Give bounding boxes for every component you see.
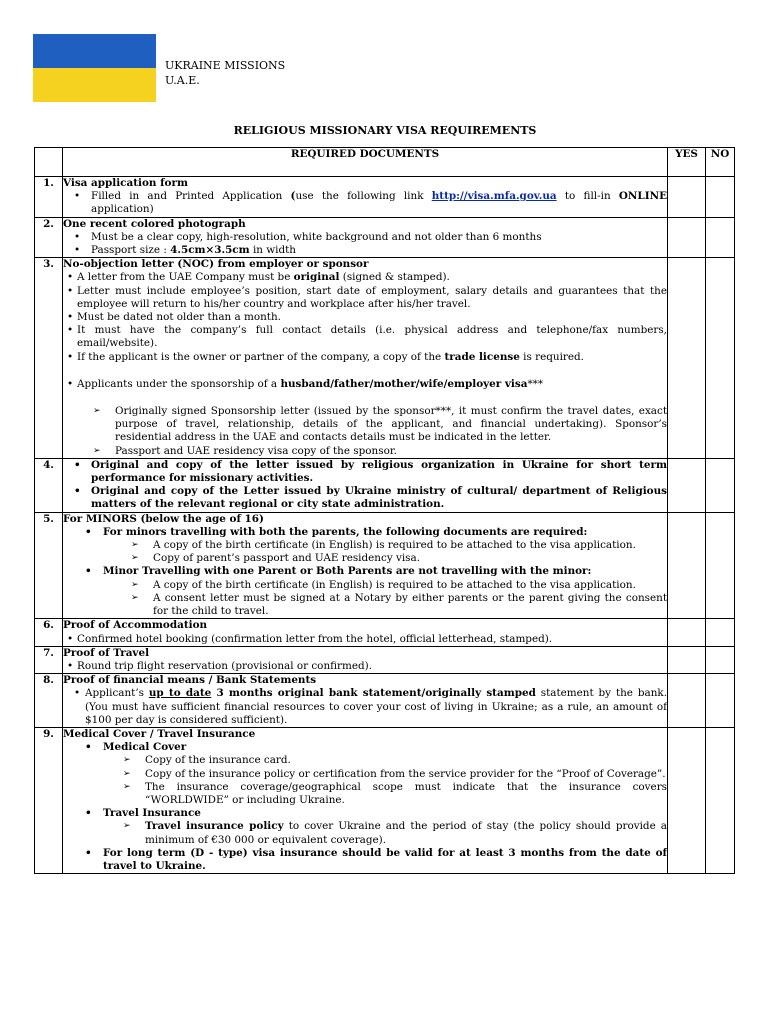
row-description [63, 646, 668, 673]
row-number: 8. [35, 674, 63, 728]
header-yes: YES [668, 148, 706, 177]
header-required-documents: REQUIRED DOCUMENTS [63, 148, 668, 177]
table-row [35, 458, 735, 512]
list-item: • Must be dated not older than a month. [63, 311, 667, 324]
list-item: • Applicant’s up to date 3 months original bank statement/originally stamped statement by the bank. (You must have sufficient financial resources to cover your cost of living in Ukraine; as a rule, an amount of $100 per day is considered sufficient). [63, 687, 667, 727]
org-block [165, 58, 285, 88]
table-row [35, 619, 735, 646]
arrow-item: ➢ A consent letter must be signed at a Notary by either parents or the parent giving the consent for the child to travel. [63, 592, 667, 618]
table-row [35, 727, 735, 873]
row-title: One recent colored photograph [63, 217, 246, 230]
list-item: • Must be a clear copy, high-resolution, white background and not older than 6 months [63, 231, 667, 244]
arrow-item: ➢ Copy of the insurance card. [63, 754, 667, 767]
table-row [35, 177, 735, 218]
table-row [35, 646, 735, 673]
list-item: • A letter from the UAE Company must be original (signed & stamped). [63, 271, 667, 284]
row-number: 4. [35, 458, 63, 512]
row-number: 7. [35, 646, 63, 673]
no-checkbox-cell[interactable] [706, 458, 735, 512]
yes-checkbox-cell[interactable] [668, 217, 706, 258]
list-item: • Applicants under the sponsorship of a husband/father/mother/wife/employer visa*** [63, 378, 667, 391]
no-checkbox-cell[interactable] [706, 727, 735, 873]
arrow-item: ➢ A copy of the birth certificate (in English) is required to be attached to the visa application. [63, 539, 667, 552]
list-item: • Round trip flight reservation (provisional or confirmed). [63, 660, 667, 673]
no-checkbox-cell[interactable] [706, 512, 735, 619]
flag-blue-stripe [33, 34, 156, 68]
row-description [63, 217, 668, 258]
row-title: No-objection letter (NOC) from employer or sponsor [63, 258, 369, 271]
list-item: • For long term (D - type) visa insurance should be valid for at least 3 months from the date of travel to Ukraine. [63, 847, 667, 873]
flag-yellow-stripe [33, 68, 156, 102]
row-description [63, 258, 668, 459]
arrow-item: ➢ The insurance coverage/geographical scope must indicate that the insurance covers “WORLDWIDE” or including Ukraine. [63, 781, 667, 807]
yes-checkbox-cell[interactable] [668, 258, 706, 459]
yes-checkbox-cell[interactable] [668, 619, 706, 646]
no-checkbox-cell[interactable] [706, 258, 735, 459]
row-number: 5. [35, 512, 63, 619]
header-no: NO [706, 148, 735, 177]
requirements-table [34, 147, 735, 874]
row-description [63, 727, 668, 873]
no-checkbox-cell[interactable] [706, 217, 735, 258]
arrow-item: ➢ Copy of parent’s passport and UAE residency visa. [63, 552, 667, 565]
list-item: • If the applicant is the owner or partner of the company, a copy of the trade license is required. [63, 351, 667, 364]
row-title: Proof of Accommodation [63, 619, 208, 632]
table-row [35, 512, 735, 619]
list-item: • Letter must include employee’s position, start date of employment, salary details and guarantees that the employee will return to his/her country and workplace after his/her travel. [63, 285, 667, 311]
document-title: RELIGIOUS MISSIONARY VISA REQUIREMENTS [233, 124, 537, 137]
row-description [63, 619, 668, 646]
row-title: Visa application form [63, 177, 188, 189]
arrow-item: ➢ Copy of the insurance policy or certification from the service provider for the “Proof of Coverage”. [63, 768, 667, 781]
arrow-item: ➢ Passport and UAE residency visa copy of the sponsor. [63, 445, 667, 458]
row-number: 2. [35, 217, 63, 258]
row-title: For MINORS (below the age of 16) [63, 512, 264, 525]
table-row [35, 674, 735, 728]
list-item: • For minors travelling with both the parents, the following documents are required: [63, 526, 667, 539]
row-title: Proof of Travel [63, 646, 150, 659]
yes-checkbox-cell[interactable] [668, 674, 706, 728]
org-line1: UKRAINE MISSIONS [165, 59, 286, 72]
yes-checkbox-cell[interactable] [668, 727, 706, 873]
row-description [63, 177, 668, 218]
list-item: • Minor Travelling with one Parent or Both Parents are not travelling with the minor: [63, 565, 667, 578]
list-item: • Medical Cover [63, 741, 667, 754]
row-description [63, 512, 668, 619]
table-row [35, 258, 735, 459]
list-item: • Confirmed hotel booking (confirmation letter from the hotel, official letterhead, stamped). [63, 633, 667, 646]
list-item: • It must have the company’s full contact details (i.e. physical address and telephone/fax numbers, email/website). [63, 324, 667, 350]
list-item: • Original and copy of the Letter issued by Ukraine ministry of cultural/ department of Religious matters of the relevant regional or city state administration. [63, 485, 667, 511]
yes-checkbox-cell[interactable] [668, 458, 706, 512]
arrow-item: ➢ Originally signed Sponsorship letter (issued by the sponsor***, it must confirm the travel dates, exact purpose of travel, relationship, details of the applicant, and financial undertaking). Sponsor’s residential address in the UAE and contacts details must be indicated in the letter. [63, 405, 667, 445]
yes-checkbox-cell[interactable] [668, 512, 706, 619]
row-number: 9. [35, 727, 63, 873]
arrow-item: ➢ A copy of the birth certificate (in English) is required to be attached to the visa application. [63, 579, 667, 592]
no-checkbox-cell[interactable] [706, 177, 735, 218]
row-number: 3. [35, 258, 63, 459]
ukraine-flag [33, 34, 156, 102]
row-title: Proof of financial means / Bank Statements [63, 674, 317, 687]
list-item: • Passport size : 4.5cm×3.5cm in width [63, 244, 667, 257]
yes-checkbox-cell[interactable] [668, 177, 706, 218]
no-checkbox-cell[interactable] [706, 646, 735, 673]
arrow-item: ➢ Travel insurance policy to cover Ukraine and the period of stay (the policy should provide a minimum of €30 000 or equivalent coverage). [63, 820, 667, 846]
no-checkbox-cell[interactable] [706, 674, 735, 728]
row-number: 6. [35, 619, 63, 646]
row-title: Medical Cover / Travel Insurance [63, 727, 256, 740]
row-number: 1. [35, 177, 63, 218]
list-item: • Travel Insurance [63, 807, 667, 820]
row-description [63, 458, 668, 512]
list-item: • Original and copy of the letter issued by religious organization in Ukraine for short term performance for missionary activities. [63, 459, 667, 485]
row-description [63, 674, 668, 728]
header-num-cell [35, 148, 63, 177]
table-header-row [35, 148, 735, 177]
no-checkbox-cell[interactable] [706, 619, 735, 646]
table-row [35, 217, 735, 258]
visa-application-link[interactable]: http://visa.mfa.gov.ua [431, 190, 557, 203]
list-item: • Filled in and Printed Application (use the following link http://visa.mfa.gov.ua to fill-in ONLINE application) [63, 190, 667, 216]
yes-checkbox-cell[interactable] [668, 646, 706, 673]
org-line2: U.A.E. [165, 74, 200, 87]
